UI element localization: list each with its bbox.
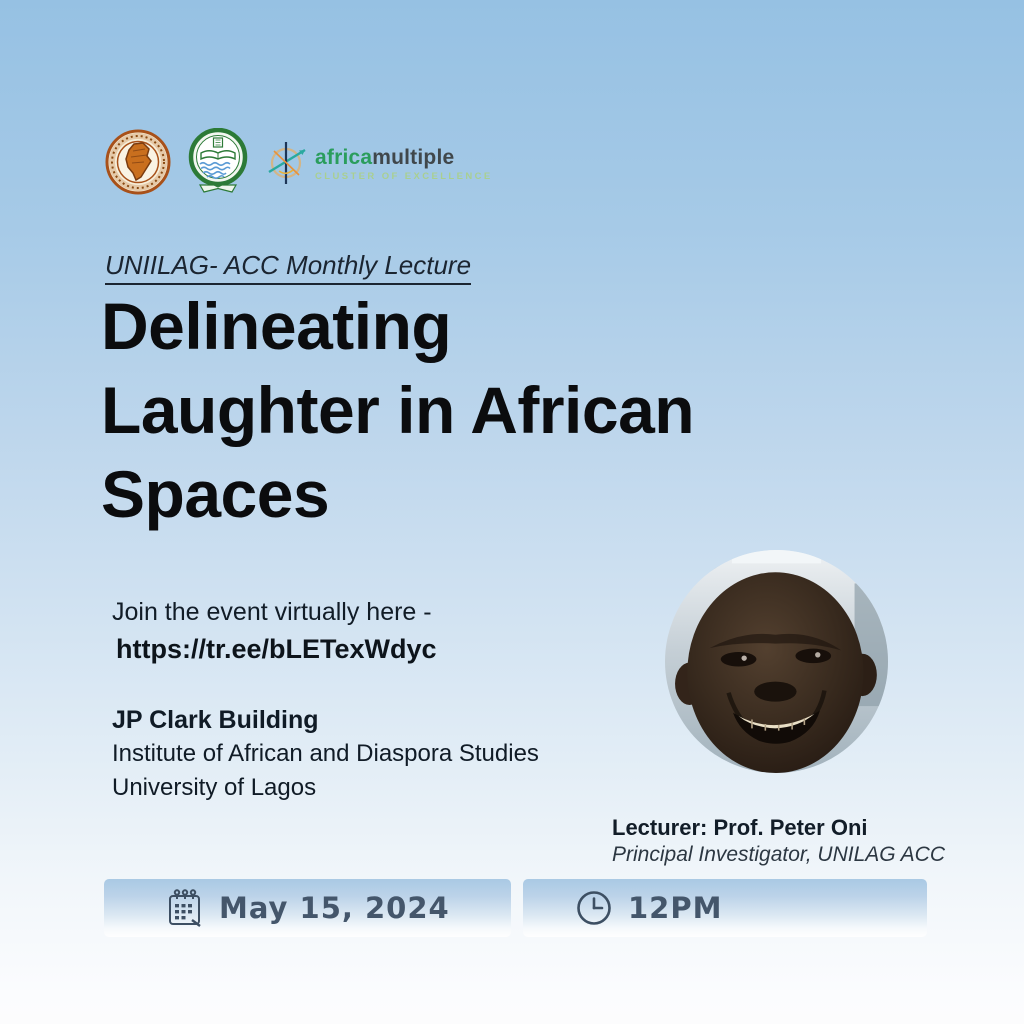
lecturer-portrait-photo	[665, 550, 888, 773]
lecturer-role: Principal Investigator, UNILAG ACC	[612, 843, 946, 866]
lecture-series-title: UNIILAG- ACC Monthly Lecture	[105, 250, 471, 281]
virtual-join-block	[112, 598, 437, 665]
lecturer-caption	[612, 814, 945, 868]
time-label: 12PM	[628, 891, 723, 925]
iads-seal-icon	[105, 129, 171, 200]
africa-multiple-logo	[265, 138, 493, 191]
title-line-3: Spaces	[101, 457, 330, 531]
date-label: May 15, 2024	[219, 891, 450, 925]
cluster-tagline: CLUSTER OF EXCELLENCE	[315, 171, 493, 183]
venue-block	[112, 703, 539, 805]
venue-institute: Institute of African and Diaspora Studies	[112, 740, 539, 767]
time-bar	[523, 879, 927, 937]
title-line-1: Delineating	[101, 289, 452, 363]
calendar-icon	[166, 887, 204, 929]
lecture-title	[101, 284, 694, 536]
virtual-join-label: Join the event virtually here -	[112, 598, 432, 626]
virtual-join-url[interactable]: https://tr.ee/bLETexWdyc	[116, 634, 437, 664]
clock-icon	[575, 889, 613, 927]
title-line-2: Laughter in African	[101, 373, 695, 447]
cluster-brand-name: africamultiple	[315, 146, 455, 170]
logo-row	[105, 128, 493, 201]
venue-university: University of Lagos	[112, 774, 317, 801]
venue-building: JP Clark Building	[112, 706, 319, 734]
schedule-bars	[104, 879, 927, 937]
date-bar	[104, 879, 511, 937]
compass-icon	[265, 138, 309, 191]
lecturer-name: Lecturer: Prof. Peter Oni	[612, 815, 868, 840]
unilag-crest-icon	[187, 128, 249, 201]
